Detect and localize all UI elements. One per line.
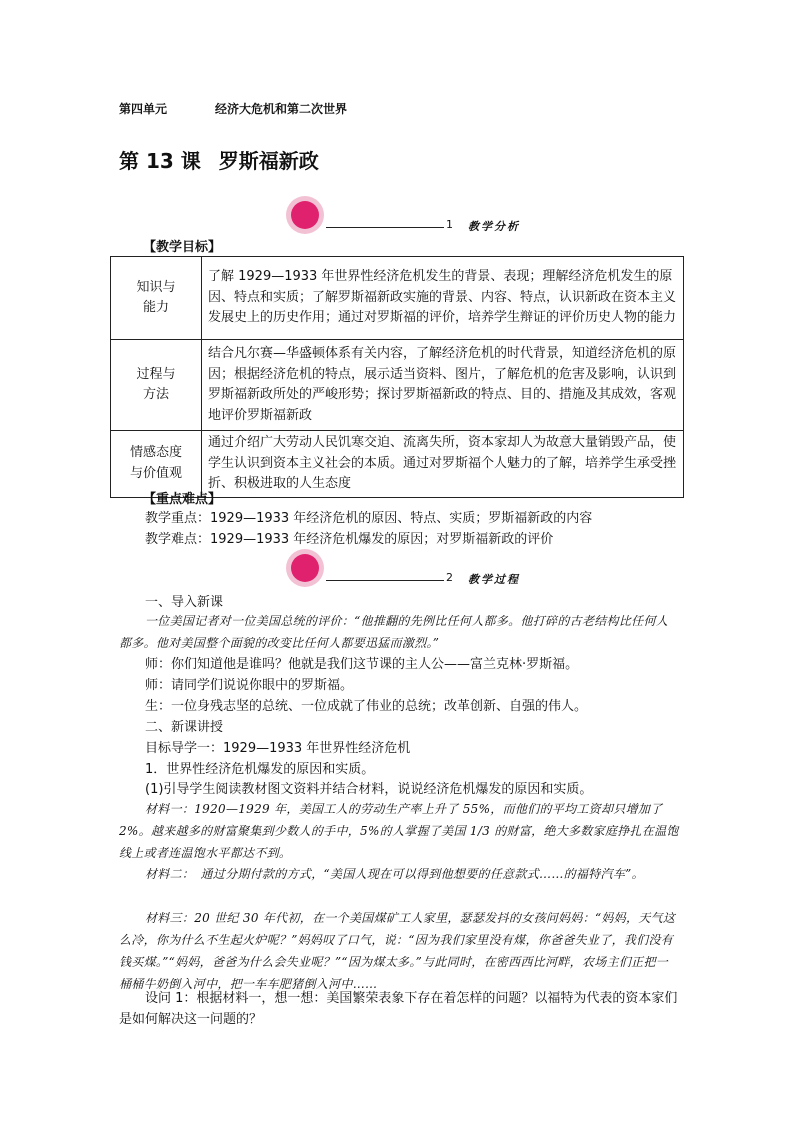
- section-label: 教学分析: [468, 220, 520, 233]
- section-heading-process: [286, 549, 686, 599]
- teacher-question-1: 师：你们知道他是谁吗？他就是我们这节课的主人公——富兰克林·罗斯福。: [145, 657, 579, 672]
- row-content: 结合凡尔赛—华盛顿体系有关内容，了解经济危机的时代背景，知道经济危机的原因；根据经济危机的特点，展示适当资料、图片，了解危机的危害及影响，认识到罗斯福新政所处的严峻形势；探讨罗斯福新政的特点、目的、措施及其成效，客观地评价罗斯福新政: [202, 340, 684, 431]
- section-circle-icon: [286, 549, 324, 587]
- guide-1: (1)引导学生阅读教材图文资料并结合材料，说说经济危机爆发的原因和实质。: [145, 782, 593, 797]
- section-divider: [326, 580, 444, 581]
- intro-quote: 一位美国记者对一位美国总统的评价：“他推翻的先例比任何人都多。他打碎的古老结构比任何人都多。他对美国整个面貌的改变比任何人都要迅猛而激烈。”: [119, 614, 669, 650]
- table-row: [111, 340, 684, 431]
- row-content: 通过介绍广大劳动人民饥寒交迫、流离失所，资本家却人为故意大量销毁产品，使学生认识到资本主义社会的本质。通过对罗斯福个人魅力的了解，培养学生承受挫折、积极进取的人生态度: [202, 431, 684, 498]
- goal-guide-1: 目标导学一：1929—1933 年世界性经济危机: [145, 741, 411, 756]
- key-difficulty: 教学难点：1929—1933 年经济危机爆发的原因；对罗斯福新政的评价: [145, 532, 554, 547]
- key-focus: 教学重点：1929—1933 年经济危机的原因、特点、实质；罗斯福新政的内容: [145, 511, 593, 526]
- lesson-title: [119, 145, 319, 174]
- unit-header: [119, 100, 348, 117]
- lesson-name: 罗斯福新政: [218, 149, 319, 173]
- goals-heading: 【教学目标】: [143, 240, 222, 255]
- student-answer: 生：一位身残志坚的总统、一位成就了伟业的总统；改革创新、自强的伟人。: [145, 699, 588, 714]
- key-points-heading: 【重点难点】: [143, 492, 222, 507]
- row-label: 情感态度 与价值观: [111, 431, 202, 498]
- section-number: 1: [446, 218, 453, 231]
- table-row: [111, 257, 684, 340]
- row-label: 过程与 方法: [111, 340, 202, 431]
- row-content: 了解 1929—1933 年世界性经济危机发生的背景、表现；理解经济危机发生的原因、特点和实质；了解罗斯福新政实施的背景、内容、特点，认识新政在资本主义发展史上的历史作用；通过对罗斯福的评价，培养学生辩证的评价历史人物的能力: [202, 257, 684, 340]
- teacher-question-2: 师：请同学们说说你眼中的罗斯福。: [145, 678, 354, 693]
- new-lesson-heading: 二、新课讲授: [145, 720, 224, 735]
- lesson-number: 第 13 课: [119, 149, 201, 173]
- section-divider: [326, 227, 444, 228]
- item-1: 1．世界性经济危机爆发的原因和实质。: [145, 762, 375, 777]
- section-label: 教学过程: [468, 573, 520, 586]
- section-heading-analysis: [286, 196, 686, 246]
- material-2: 材料二： 通过分期付款的方式，“美国人现在可以得到他想要的任意款式……的福特汽车”。: [145, 867, 644, 881]
- material-3: 材料三：20 世纪 30 年代初，在一个美国煤矿工人家里，瑟瑟发抖的女孩问妈妈：“妈妈，天气这么冷，你为什么不生起火炉呢？”妈妈叹了口气，说：“因为我们家里没有煤，你爸爸失业了，我们没有钱买煤。”“妈妈，爸爸为什么会失业呢？”“因为煤太多。”与此同时，在密西西比河畔，农场主们正把一桶桶牛奶倒入河中，把一车车肥猪倒入河中……: [119, 911, 676, 991]
- section-circle-icon: [286, 196, 324, 234]
- intro-heading: 一、导入新课: [145, 595, 224, 610]
- section-number: 2: [446, 571, 453, 584]
- question-1: 设问 1：根据材料一，想一想：美国繁荣表象下存在着怎样的问题？以福特为代表的资本家们是如何解决这一问题的？: [119, 991, 678, 1027]
- teaching-goals-table: [110, 256, 684, 498]
- material-1: 材料一：1920—1929 年，美国工人的劳动生产率上升了 55%，而他们的平均工资却只增加了 2%。越来越多的财富聚集到少数人的手中，5%的人掌握了美国 1/3 的财富，绝大多数家庭挣扎在温饱线上或者连温饱水平都达不到。: [119, 802, 679, 860]
- unit-label: 第四单元: [119, 102, 168, 116]
- row-label: 知识与 能力: [111, 257, 202, 340]
- unit-title: 经济大危机和第二次世界: [215, 102, 348, 116]
